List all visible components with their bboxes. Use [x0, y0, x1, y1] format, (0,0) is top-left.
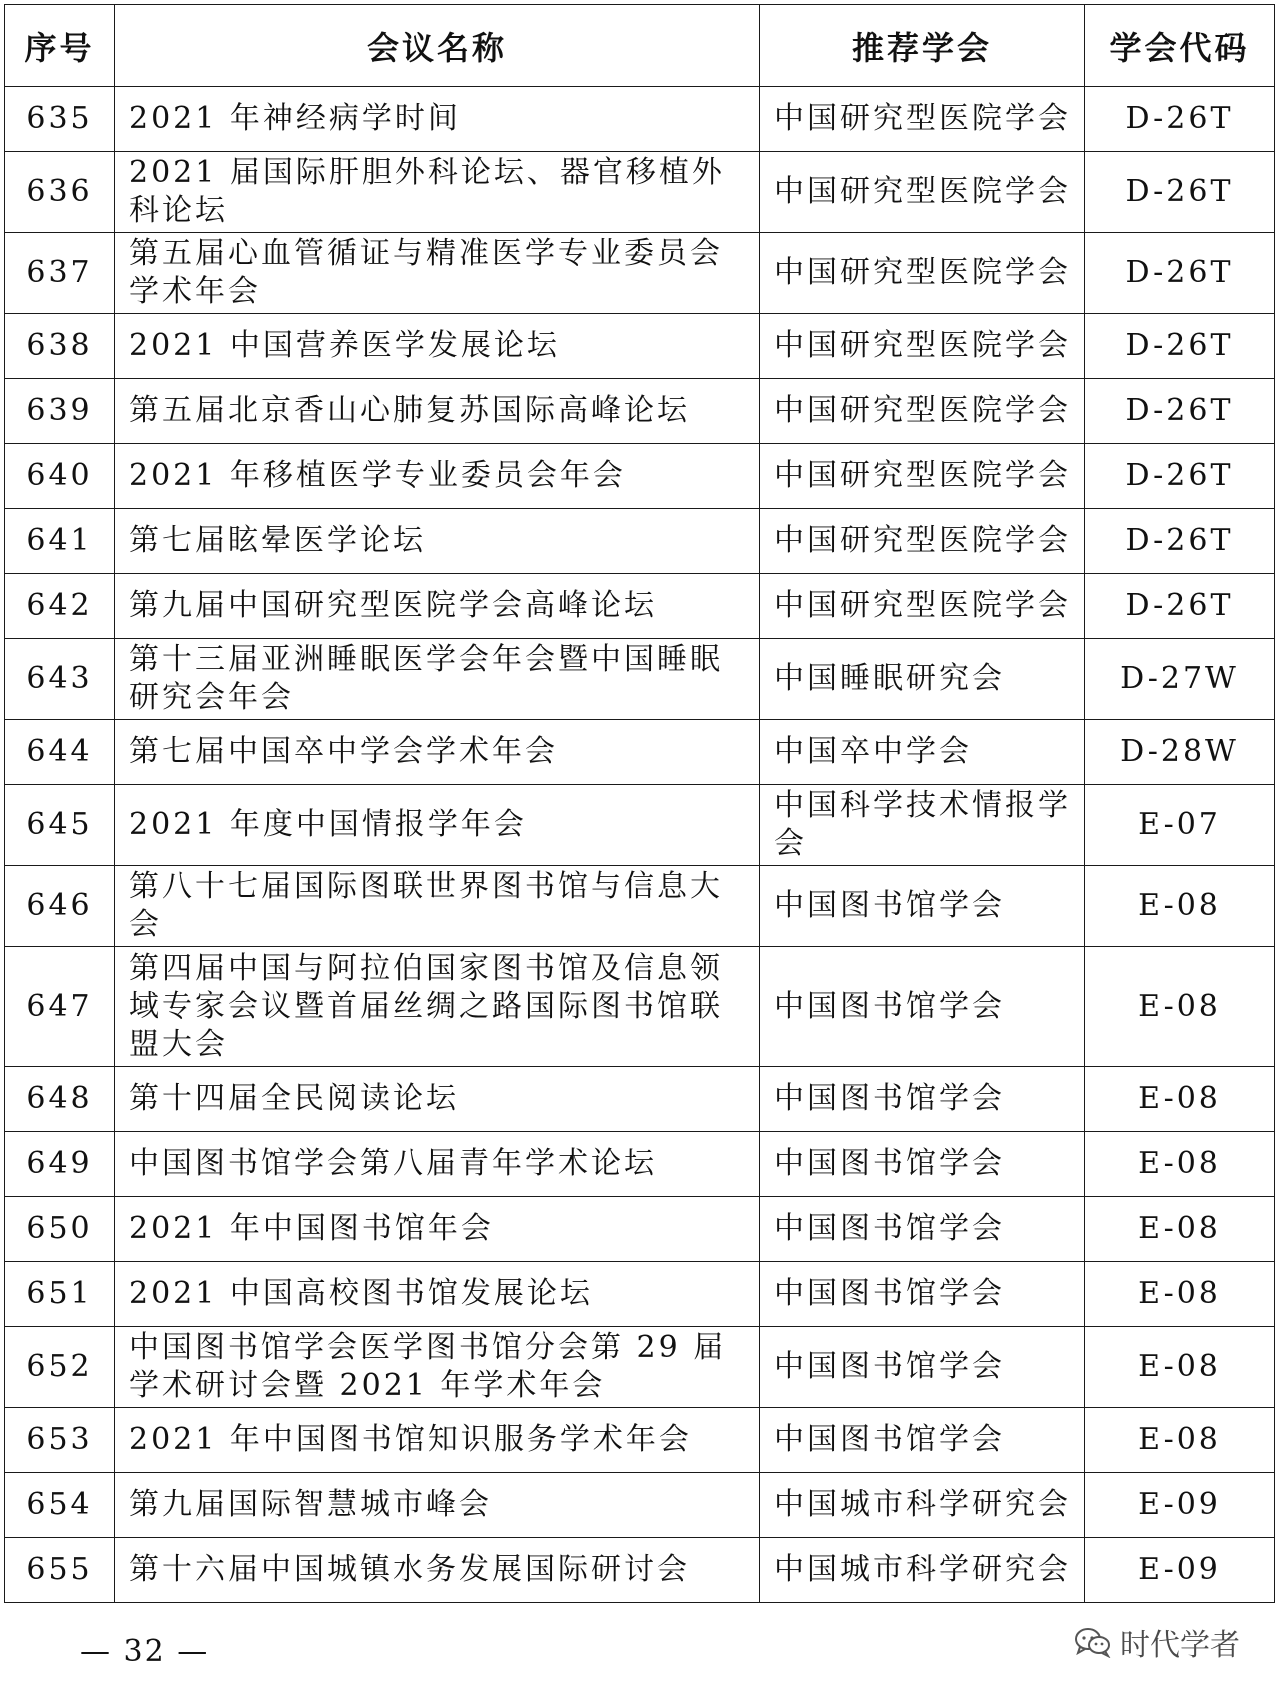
row-meeting-name: 第五届心血管循证与精准医学专业委员会学术年会	[115, 233, 760, 314]
row-meeting-name: 第七届中国卒中学会学术年会	[115, 720, 760, 785]
row-meeting-name: 第十六届中国城镇水务发展国际研讨会	[115, 1538, 760, 1603]
row-meeting-name: 2021 年度中国情报学年会	[115, 785, 760, 866]
header-meeting-name: 会议名称	[115, 5, 760, 87]
row-code: D-26T	[1085, 509, 1275, 574]
row-code: E-08	[1085, 1408, 1275, 1473]
table-row	[5, 509, 1275, 574]
row-code: D-26T	[1085, 314, 1275, 379]
header-serial-number: 序号	[5, 5, 115, 87]
row-society: 中国图书馆学会	[760, 1067, 1085, 1132]
account-watermark	[1074, 1620, 1240, 1664]
row-serial-number: 643	[5, 639, 115, 720]
table-row	[5, 1067, 1275, 1132]
table-row	[5, 1132, 1275, 1197]
row-serial-number: 655	[5, 1538, 115, 1603]
row-meeting-name: 2021 中国营养医学发展论坛	[115, 314, 760, 379]
row-society: 中国卒中学会	[760, 720, 1085, 785]
row-society: 中国图书馆学会	[760, 1262, 1085, 1327]
row-code: E-08	[1085, 1262, 1275, 1327]
row-serial-number: 642	[5, 574, 115, 639]
table-row	[5, 1473, 1275, 1538]
row-meeting-name: 第七届眩晕医学论坛	[115, 509, 760, 574]
table-row	[5, 1197, 1275, 1262]
row-serial-number: 641	[5, 509, 115, 574]
table-row	[5, 152, 1275, 233]
row-code: D-26T	[1085, 379, 1275, 444]
row-society: 中国图书馆学会	[760, 1197, 1085, 1262]
row-society: 中国研究型医院学会	[760, 509, 1085, 574]
row-serial-number: 652	[5, 1327, 115, 1408]
row-meeting-name: 第四届中国与阿拉伯国家图书馆及信息领域专家会议暨首届丝绸之路国际图书馆联盟大会	[115, 947, 760, 1067]
table-row	[5, 720, 1275, 785]
table-row	[5, 1327, 1275, 1408]
row-meeting-name: 2021 年移植医学专业委员会年会	[115, 444, 760, 509]
row-code: E-08	[1085, 947, 1275, 1067]
table-row	[5, 785, 1275, 866]
table-row	[5, 1538, 1275, 1603]
row-meeting-name: 第八十七届国际图联世界图书馆与信息大会	[115, 866, 760, 947]
row-meeting-name: 第十三届亚洲睡眠医学会年会暨中国睡眠研究会年会	[115, 639, 760, 720]
table-row	[5, 233, 1275, 314]
row-society: 中国研究型医院学会	[760, 233, 1085, 314]
row-code: D-28W	[1085, 720, 1275, 785]
row-code: E-08	[1085, 1067, 1275, 1132]
row-society: 中国图书馆学会	[760, 1132, 1085, 1197]
row-serial-number: 644	[5, 720, 115, 785]
table-row	[5, 314, 1275, 379]
row-meeting-name: 中国图书馆学会医学图书馆分会第 29 届学术研讨会暨 2021 年学术年会	[115, 1327, 760, 1408]
row-meeting-name: 第五届北京香山心肺复苏国际高峰论坛	[115, 379, 760, 444]
row-code: E-08	[1085, 1132, 1275, 1197]
row-meeting-name: 第九届国际智慧城市峰会	[115, 1473, 760, 1538]
table-body	[5, 87, 1275, 1603]
row-society: 中国研究型医院学会	[760, 314, 1085, 379]
document-page	[4, 4, 1274, 1603]
row-society: 中国图书馆学会	[760, 866, 1085, 947]
row-serial-number: 654	[5, 1473, 115, 1538]
row-meeting-name: 2021 年中国图书馆知识服务学术年会	[115, 1408, 760, 1473]
row-code: D-27W	[1085, 639, 1275, 720]
header-recommending-society: 推荐学会	[760, 5, 1085, 87]
table-row	[5, 639, 1275, 720]
header-row	[5, 5, 1275, 87]
watermark-text: 时代学者	[1120, 1628, 1240, 1663]
row-code: D-26T	[1085, 444, 1275, 509]
row-serial-number: 635	[5, 87, 115, 152]
row-society: 中国城市科学研究会	[760, 1473, 1085, 1538]
row-serial-number: 650	[5, 1197, 115, 1262]
row-society: 中国研究型医院学会	[760, 574, 1085, 639]
header-society-code: 学会代码	[1085, 5, 1275, 87]
row-meeting-name: 中国图书馆学会第八届青年学术论坛	[115, 1132, 760, 1197]
table-row	[5, 87, 1275, 152]
table-row	[5, 379, 1275, 444]
row-society: 中国研究型医院学会	[760, 87, 1085, 152]
row-serial-number: 645	[5, 785, 115, 866]
row-society: 中国睡眠研究会	[760, 639, 1085, 720]
row-code: E-08	[1085, 1327, 1275, 1408]
row-serial-number: 639	[5, 379, 115, 444]
row-code: D-26T	[1085, 87, 1275, 152]
row-serial-number: 653	[5, 1408, 115, 1473]
row-serial-number: 636	[5, 152, 115, 233]
row-code: D-26T	[1085, 233, 1275, 314]
table-row	[5, 444, 1275, 509]
row-meeting-name: 2021 中国高校图书馆发展论坛	[115, 1262, 760, 1327]
table-row	[5, 947, 1275, 1067]
row-society: 中国图书馆学会	[760, 947, 1085, 1067]
table-row	[5, 574, 1275, 639]
row-society: 中国图书馆学会	[760, 1327, 1085, 1408]
row-serial-number: 638	[5, 314, 115, 379]
row-meeting-name: 2021 年神经病学时间	[115, 87, 760, 152]
row-society: 中国研究型医院学会	[760, 444, 1085, 509]
table-row	[5, 866, 1275, 947]
row-code: E-08	[1085, 866, 1275, 947]
row-serial-number: 637	[5, 233, 115, 314]
row-code: D-26T	[1085, 152, 1275, 233]
row-code: E-07	[1085, 785, 1275, 866]
row-meeting-name: 2021 届国际肝胆外科论坛、器官移植外科论坛	[115, 152, 760, 233]
table-row	[5, 1408, 1275, 1473]
row-meeting-name: 第九届中国研究型医院学会高峰论坛	[115, 574, 760, 639]
row-code: E-09	[1085, 1473, 1275, 1538]
row-society: 中国研究型医院学会	[760, 379, 1085, 444]
row-serial-number: 651	[5, 1262, 115, 1327]
row-code: D-26T	[1085, 574, 1275, 639]
row-code: E-09	[1085, 1538, 1275, 1603]
page-number: — 32 —	[80, 1634, 210, 1669]
row-serial-number: 646	[5, 866, 115, 947]
row-meeting-name: 2021 年中国图书馆年会	[115, 1197, 760, 1262]
row-serial-number: 649	[5, 1132, 115, 1197]
row-society: 中国城市科学研究会	[760, 1538, 1085, 1603]
row-society: 中国图书馆学会	[760, 1408, 1085, 1473]
row-code: E-08	[1085, 1197, 1275, 1262]
table-row	[5, 1262, 1275, 1327]
row-society: 中国研究型医院学会	[760, 152, 1085, 233]
row-society: 中国科学技术情报学会	[760, 785, 1085, 866]
wechat-logo-icon	[1074, 1626, 1112, 1658]
table-header	[5, 5, 1275, 87]
row-serial-number: 647	[5, 947, 115, 1067]
row-serial-number: 648	[5, 1067, 115, 1132]
row-serial-number: 640	[5, 444, 115, 509]
row-meeting-name: 第十四届全民阅读论坛	[115, 1067, 760, 1132]
meeting-table	[4, 4, 1275, 1603]
